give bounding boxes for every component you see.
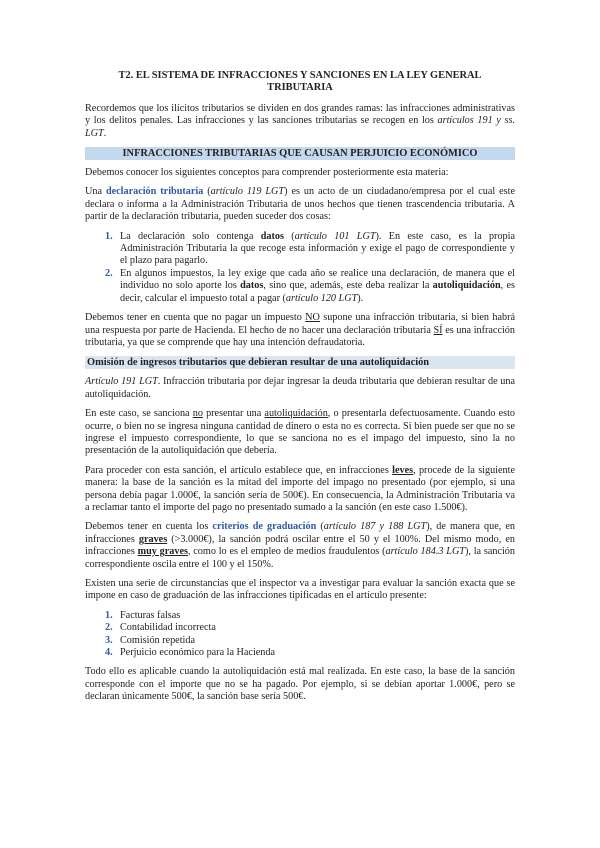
criterios-paragraph: Debemos tener en cuenta los criterios de graduación (artículo 187 y 188 LGT), de manera que, en infracciones graves (>3.000€), la sanción podrá oscilar entre el 50 y el 100%. Del mismo modo, en infracciones muy graves, como lo es el empleo de medios fraudulentos (artículo 184.3 LGT), la sanción correspondiente oscila entre el 100 y el 150%.	[85, 521, 515, 570]
circunstancias-list	[85, 610, 515, 660]
list-item: 1. La declaración solo contenga datos (artículo 101 LGT). En este caso, es la propia Administración Tributaria la que recoge esta información y exige el pago de correspondiente y el plazo para pagarlo.	[105, 230, 515, 267]
document-page	[85, 70, 515, 711]
art191-paragraph: Artículo 191 LGT. Infracción tributaria por dejar ingresar la deuda tributaria que debieran resultar de una autoliquidación.	[85, 376, 516, 400]
document-title: T2. EL SISTEMA DE INFRACCIONES Y SANCIONES EN LA LEY GENERAL TRIBUTARIA	[118, 70, 482, 94]
term-declaracion-tributaria: declaración tributaria	[105, 186, 204, 198]
sancion-paragraph: Para proceder con esta sanción, el artículo establece que, en infracciones leves, procede de la siguiente manera: la base de la sanción es la mitad del importe del impago no presentado (por ejemplo, si una persona debía pagar 1.000€, la sanción sería de 500€). En consecuencia, la Administración Tributaria va a reclamar tanto el importe del pago no presentado sumado a la sanción (en este caso 1.500€).	[85, 464, 515, 513]
list-number: 3.	[105, 634, 113, 646]
list-item: 4. Perjuicio económico para la Hacienda	[105, 647, 276, 659]
term-criterios-graduacion: criterios de graduación	[212, 521, 317, 533]
list-number: 2.	[105, 622, 113, 634]
list-number: 2.	[105, 267, 113, 279]
section-heading-infracciones: INFRACCIONES TRIBUTARIAS QUE CAUSAN PERJUICIO ECONÓMICO	[85, 147, 515, 160]
sanciona-paragraph: En este caso, se sanciona no presentar una autoliquidación, o presentarla defectuosamente. Cuando esto ocurre, o bien no se ingresa ninguna cantidad de dinero o esta no es correcta. Si bien puede ser que no se ingrese el impuesto correspondiente, lo que se sanciona no es el impago del impuesto, sino la no presentación de la autoliquidación que debería.	[85, 408, 515, 457]
list-number: 4.	[105, 647, 113, 659]
list-item: 1. Facturas falsas	[105, 609, 181, 621]
list-item: 2. Contabilidad incorrecta	[105, 622, 216, 634]
intro-paragraph: Recordemos que los ilícitos tributarios se dividen en dos grandes ramas: las infracciones administrativas y los delitos penales. Las infracciones y las sanciones tributarias se recogen en los artículos 191 y ss. LGT.	[85, 102, 515, 139]
conceptos-paragraph: Debemos conocer los siguientes conceptos para comprender posteriormente esta materia:	[85, 167, 449, 179]
declaracion-list	[85, 231, 515, 305]
declaracion-paragraph: Una declaración tributaria (artículo 119 LGT) es un acto de un ciudadano/empresa por el cual este declara o informa a la Administración Tributaria de unos hechos que tienen trascendencia tributaria. A partir de la declaración tributaria, pueden suceder dos cosas:	[85, 186, 515, 223]
list-number: 1.	[105, 230, 113, 242]
list-item: 3. Comisión repetida	[105, 634, 195, 646]
list-item: 2. En algunos impuestos, la ley exige que cada año se realice una declaración, de manera que el individuo no solo aporte los datos, sino que, además, este deba realizar la autoliquidación, es decir, calcular el impuesto total a pagar (artículo 120 LGT).	[105, 267, 515, 304]
final-paragraph: Todo ello es aplicable cuando la autoliquidación está mal realizada. En este caso, la base de la sanción corresponde con el importe que no se ha pagado. Por ejemplo, si se debían aportar 1.000€, pero se declaran únicamente 500€, la sanción base sería 500€.	[85, 666, 515, 703]
section-heading-omision: Omisión de ingresos tributarios que debieran resultar de una autoliquidación	[85, 356, 515, 369]
list-number: 1.	[105, 609, 113, 621]
circunstancias-paragraph: Existen una serie de circunstancias que el inspector va a investigar para evaluar la sanción exacta que se impone en caso de graduación de las infracciones tipificadas en el artículo presente:	[85, 578, 515, 602]
no-pagar-paragraph: Debemos tener en cuenta que no pagar un impuesto NO supone una infracción tributaria, si bien habrá una respuesta por parte de Hacienda. El hecho de no hacer una declaración tributaria SÍ es una infracción tributaria, ya que se comprende que hay una intención defraudatoria.	[85, 312, 515, 348]
